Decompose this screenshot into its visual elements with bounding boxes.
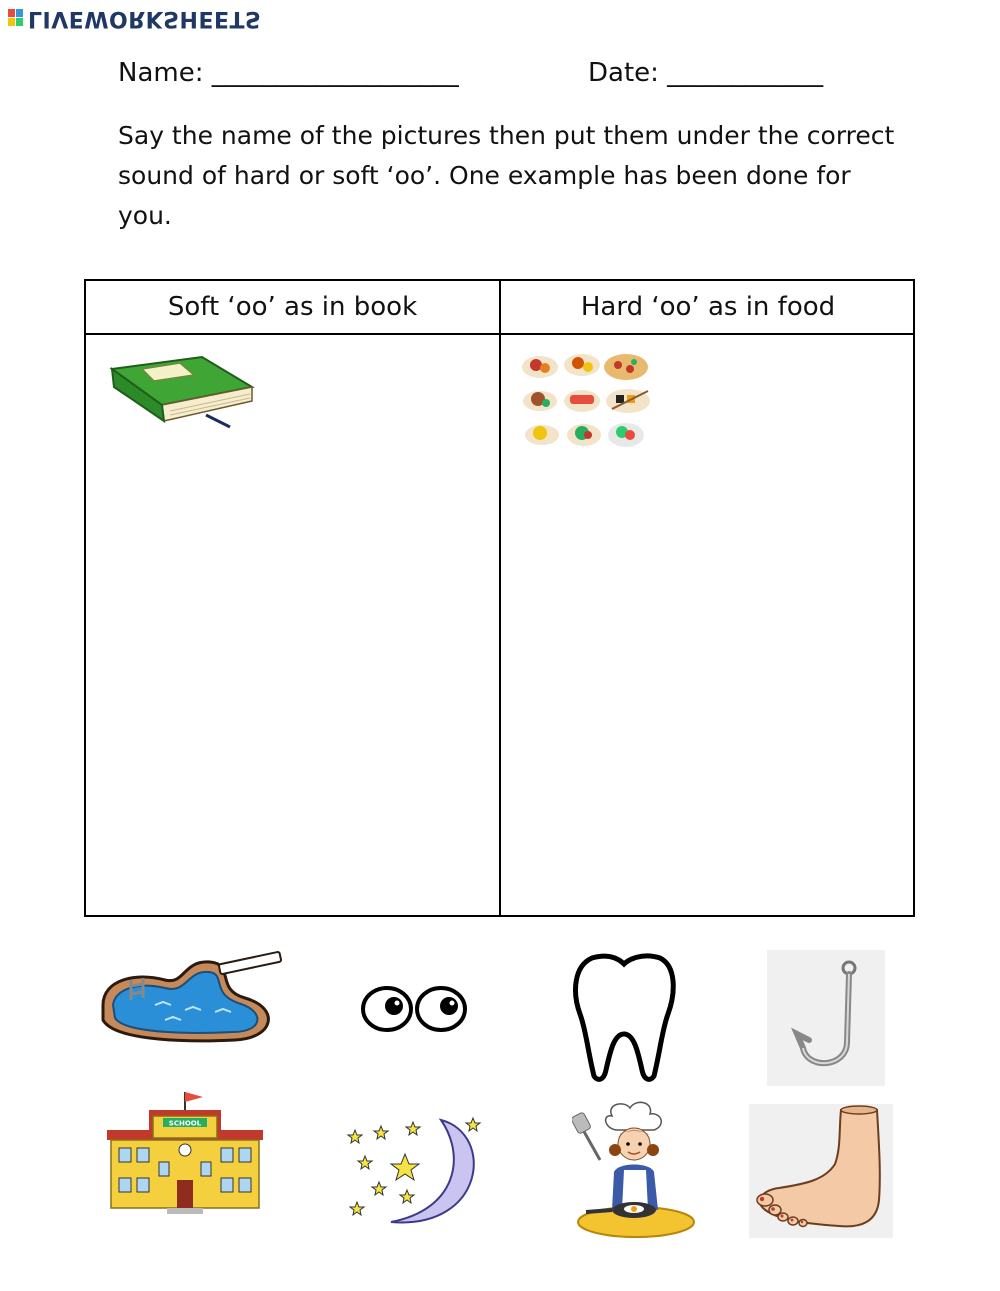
cook-icon[interactable] [572,1100,697,1240]
name-field[interactable]: Name: ___________________ [118,58,459,88]
date-field[interactable]: Date: ____________ [588,58,824,88]
foot-picture[interactable] [749,1104,893,1238]
logo-text: LIVEWORKSHEETS [28,5,262,31]
foot-icon [749,1104,893,1238]
eyes-icon[interactable] [360,984,470,1034]
food-icon [520,351,660,453]
hard-oo-column-header: Hard ‘oo’ as in food [580,292,836,322]
tooth-icon[interactable] [572,952,677,1084]
pool-icon[interactable] [95,950,290,1045]
hook-icon [767,950,885,1086]
sorting-table [84,279,915,917]
liveworksheets-logo [8,6,261,30]
school-icon[interactable] [107,1088,263,1218]
school-sign-text: SCHOOL [168,1119,202,1128]
book-icon [102,353,257,433]
instructions-text: Say the name of the pictures then put them under the correct sound of hard or soft ‘oo’. One example has been done for you. [118,121,895,230]
hook-picture[interactable] [767,950,885,1086]
moon-stars-icon[interactable] [345,1110,485,1232]
logo-blocks-icon [8,9,24,27]
soft-oo-column-header: Soft ‘oo’ as in book [167,292,418,322]
